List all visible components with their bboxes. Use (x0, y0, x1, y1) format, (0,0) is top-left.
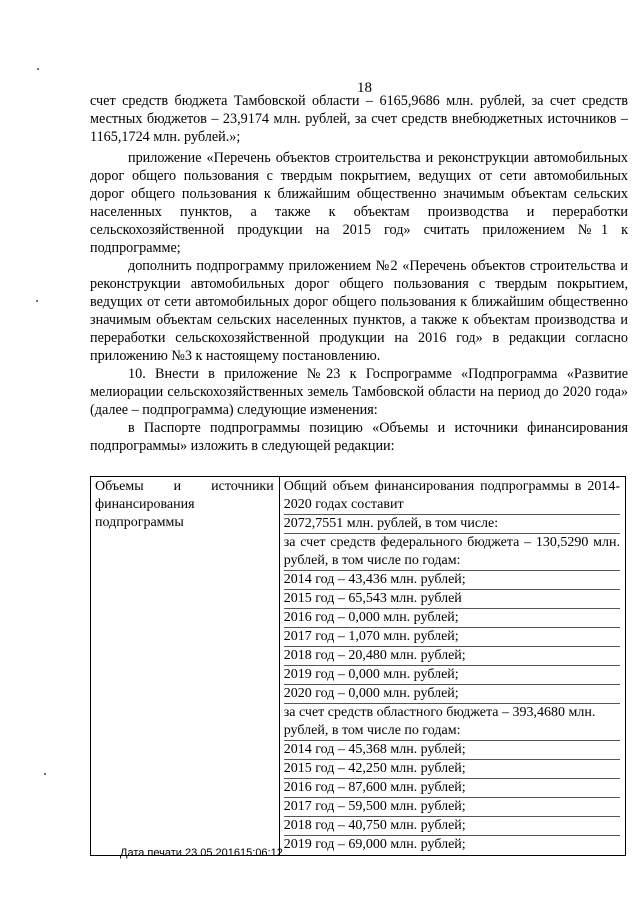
table-line: 2015 год – 65,543 млн. рублей (284, 590, 620, 609)
table-line: 2014 год – 45,368 млн. рублей; (284, 741, 620, 760)
table-line: 2072,7551 млн. рублей, в том числе: (284, 515, 620, 534)
table-line: 2017 год – 59,500 млн. рублей; (284, 798, 620, 817)
table-line: 2020 год – 0,000 млн. рублей; (284, 685, 620, 704)
document-body (90, 92, 628, 455)
paragraph-passport: в Паспорте подпрограммы позицию «Объемы и источники финансирования подпрограммы» изложить в следующей редакции: (90, 420, 628, 454)
table-line: 2017 год – 1,070 млн. рублей; (284, 628, 620, 647)
table-right-cell (279, 477, 625, 856)
table-line: 2014 год – 43,436 млн. рублей; (284, 571, 620, 590)
page-number: 18 (357, 80, 372, 96)
paragraph-appendix-1: приложение «Перечень объектов строительства и реконструкции автомобильных дорог общего пользования с твердым покрытием, ведущих от сети автомобильных дорог общего пользования к ближайшим общественно значимым объектам сельских населенных пунктов, а также к объектам производства и переработки сельскохозяйственной продукции на 2015 год» считать приложением №1 к подпрограмме; (90, 150, 628, 256)
left-cell-text: Объемы и источники финансирования подпрограммы (95, 479, 274, 530)
table-left-cell (91, 477, 280, 856)
table-line: 2015 год – 42,250 млн. рублей; (284, 760, 620, 779)
table-line: Общий объем финансирования подпрограммы в 2014-2020 годах составит (284, 478, 620, 515)
table-line: 2019 год – 0,000 млн. рублей; (284, 666, 620, 685)
table-line: 2019 год – 69,000 млн. рублей; (283, 837, 466, 852)
table-line: 2018 год – 40,750 млн. рублей; (284, 817, 620, 836)
paragraph-continuation: счет средств бюджета Тамбовской области – 6165,9686 млн. рублей, за счет средств местных бюджетов – 23,9174 млн. рублей, за счет средств внебюджетных источников – 1165,1724 млн. рублей.»; (90, 93, 628, 145)
paragraph-appendix-2: дополнить подпрограмму приложением №2 «Перечень объектов строительства и реконструкции автомобильных дорог общего пользования с твердым покрытием, ведущих от сети автомобильных дорог общего пользования к ближайшим общественно значимым объектам сельских населенных пунктов, а также к объектам производства и переработки сельскохозяйственной продукции на 2016 год» в редакции согласно приложению №3 к настоящему постановлению. (90, 258, 628, 364)
table-line: за счет средств областного бюджета – 393,4680 млн. рублей, в том числе по годам: (284, 704, 620, 741)
financing-table (90, 476, 626, 856)
table-row (91, 477, 626, 856)
scan-speck (37, 68, 39, 70)
scan-speck (36, 300, 38, 302)
print-date: Дата печати 23.05.201615:06:12 (120, 847, 283, 859)
table-line: 2018 год – 20,480 млн. рублей; (284, 647, 620, 666)
paragraph-item-10: 10. Внести в приложение №23 к Госпрограмме «Подпрограмма «Развитие мелиорации сельскохозяйственных земель Тамбовской области на период до 2020 года» (далее – подпрограмма) следующие изменения: (90, 366, 628, 418)
scan-speck (44, 773, 46, 775)
table-line: 2016 год – 87,600 млн. рублей; (284, 779, 620, 798)
table-line: за счет средств федерального бюджета – 130,5290 млн. рублей, в том числе по годам: (284, 534, 620, 571)
table-line: 2016 год – 0,000 млн. рублей; (284, 609, 620, 628)
